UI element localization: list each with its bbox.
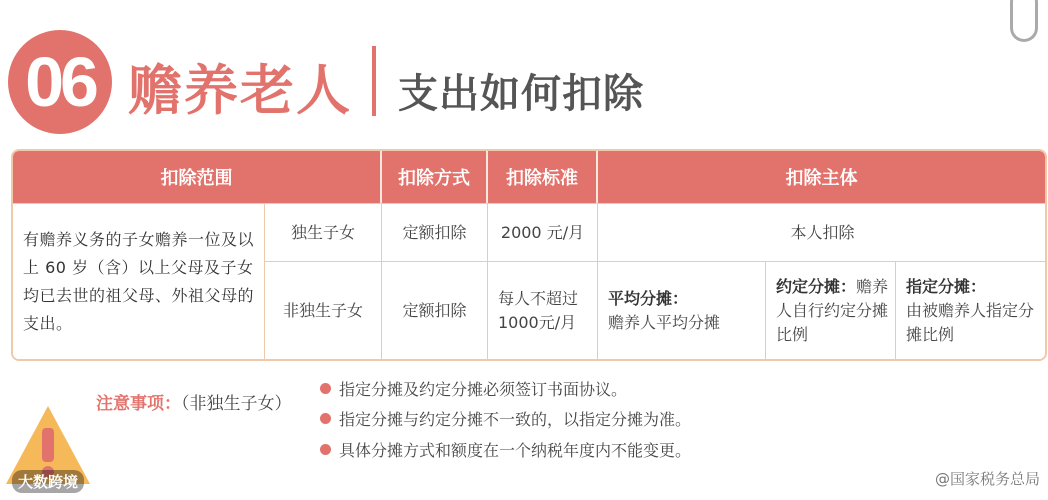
page-title: 赡养老人	[128, 59, 352, 122]
row2-agreed-split	[766, 261, 896, 359]
row1-method: 定额扣除	[382, 203, 488, 261]
even-split-label: 平均分摊：	[608, 288, 689, 308]
deduction-table	[11, 149, 1047, 361]
note-item	[320, 407, 691, 430]
bullet-icon	[320, 444, 331, 455]
section-number-badge	[8, 30, 112, 134]
row1-type: 独生子女	[265, 203, 382, 261]
row1-standard: 2000 元/月	[488, 203, 598, 261]
title-divider	[372, 46, 376, 116]
row2-standard	[488, 261, 598, 359]
notes-title	[96, 389, 292, 414]
agreed-split-text: 赡养人自行约定分摊比例	[776, 276, 889, 344]
agreed-split-label: 约定分摊：	[776, 276, 857, 296]
row2-method: 定额扣除	[382, 261, 488, 359]
note-text: 指定分摊与约定分摊不一致的，以指定分摊为准。	[339, 410, 692, 429]
designated-split-label: 指定分摊：	[906, 276, 987, 296]
paperclip-icon	[1010, 0, 1038, 42]
bullet-icon	[320, 383, 331, 394]
agreed-split-content	[776, 275, 889, 347]
note-item	[320, 377, 627, 400]
bullet-icon	[320, 413, 331, 424]
watermark-left: 大数跨境	[12, 470, 84, 493]
row2-standard-line2: 1000元/月	[498, 312, 577, 332]
row2-designated-split	[896, 261, 1047, 359]
row1-subject: 本人扣除	[598, 203, 1047, 261]
header-standard: 扣除标准	[488, 151, 598, 203]
header-subject: 扣除主体	[598, 151, 1047, 203]
watermark-right: @国家税务总局	[934, 470, 1040, 488]
header	[0, 0, 1048, 140]
note-text: 指定分摊及约定分摊必须签订书面协议。	[339, 380, 628, 399]
header-method: 扣除方式	[382, 151, 488, 203]
designated-split-text: 由被赡养人指定分摊比例	[906, 300, 1035, 344]
even-split-text: 赡养人平均分摊	[608, 312, 721, 332]
note-text: 具体分摊方式和额度在一个纳税年度内不能变更。	[339, 441, 692, 460]
notes-qualifier: （非独生子女）	[181, 394, 292, 414]
row2-type: 非独生子女	[265, 261, 382, 359]
scope-description: 有赡养义务的子女赡养一位及以上 60 岁（含）以上父母及子女均已去世的祖父母、外祖父母的支出。	[13, 203, 265, 359]
row2-standard-line1: 每人不超过	[498, 288, 579, 308]
page-subtitle: 支出如何扣除	[398, 71, 644, 117]
header-scope: 扣除范围	[13, 151, 382, 203]
section-number: 06	[25, 43, 95, 121]
note-item	[320, 438, 691, 461]
notes-title-label: 注意事项：	[96, 394, 181, 414]
row2-even-split	[598, 261, 766, 359]
